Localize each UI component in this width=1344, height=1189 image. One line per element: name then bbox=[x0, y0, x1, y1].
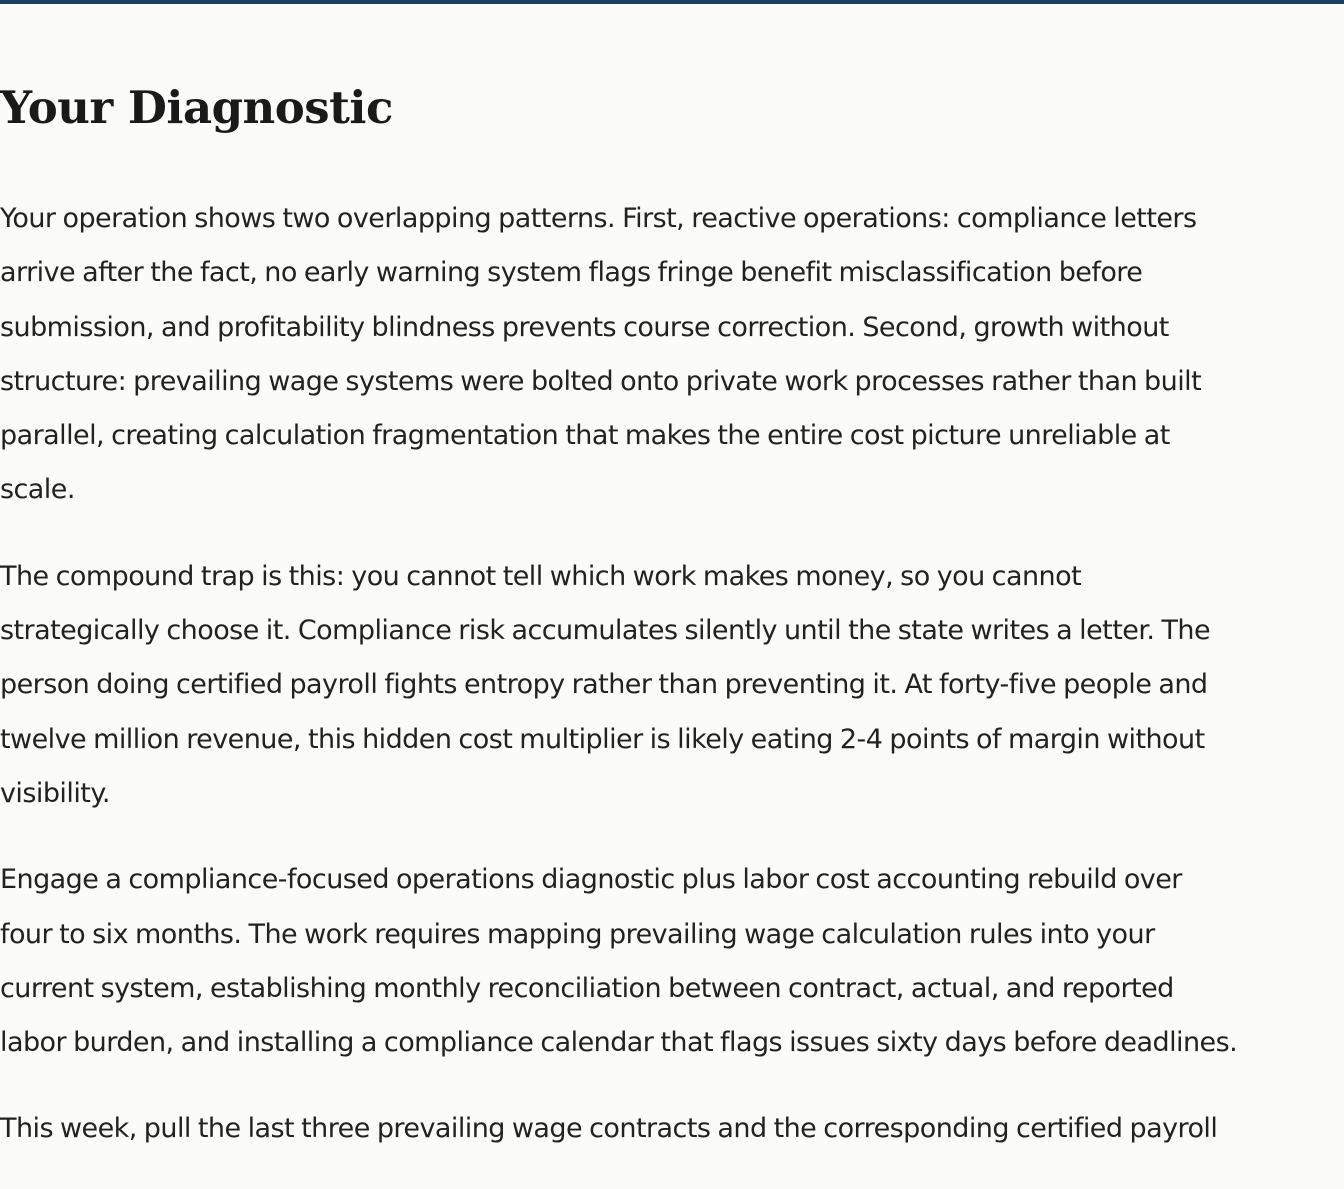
text-line: person doing certified payroll fights entropy rather than preventing it. At forty-five people and bbox=[0, 669, 1208, 701]
top-accent-bar bbox=[0, 0, 1344, 4]
text-line: Your operation shows two overlapping patterns. First, reactive operations: compliance letters bbox=[0, 203, 1197, 234]
text-line: visibility. bbox=[0, 777, 110, 809]
paragraph-next-step bbox=[0, 1102, 1344, 1156]
text-line: twelve million revenue, this hidden cost multiplier is likely eating 2-4 points of margin without bbox=[0, 723, 1205, 755]
text-line: The compound trap is this: you cannot tell which work makes money, so you cannot bbox=[0, 560, 1082, 592]
text-line: labor burden, and installing a compliance calendar that flags issues sixty days before deadlines. bbox=[0, 1027, 1238, 1059]
paragraph-recommendation bbox=[0, 853, 1344, 1070]
text-line: strategically choose it. Compliance risk accumulates silently until the state writes a letter. The bbox=[0, 615, 1211, 647]
paragraph-patterns bbox=[0, 192, 1344, 518]
text-line: structure: prevailing wage systems were bolted onto private work processes rather than built bbox=[0, 365, 1202, 397]
paragraph-compound-trap bbox=[0, 550, 1344, 821]
text-line: current system, establishing monthly reconciliation between contract, actual, and reported bbox=[0, 972, 1174, 1004]
text-line: arrive after the fact, no early warning system flags fringe benefit misclassification before bbox=[0, 257, 1143, 289]
text-line: scale. bbox=[0, 474, 75, 506]
text-line: This week, pull the last three prevailing wage contracts and the corresponding certified payroll bbox=[0, 1113, 1218, 1145]
text-line: submission, and profitability blindness prevents course correction. Second, growth without bbox=[0, 311, 1169, 343]
text-line: Engage a compliance-focused operations diagnostic plus labor cost accounting rebuild over bbox=[0, 864, 1182, 896]
text-line: parallel, creating calculation fragmentation that makes the entire cost picture unreliable at bbox=[0, 420, 1170, 452]
page-title: Your Diagnostic bbox=[0, 81, 393, 134]
text-line: four to six months. The work requires mapping prevailing wage calculation rules into your bbox=[0, 918, 1155, 950]
diagnostic-body bbox=[0, 192, 1344, 1189]
